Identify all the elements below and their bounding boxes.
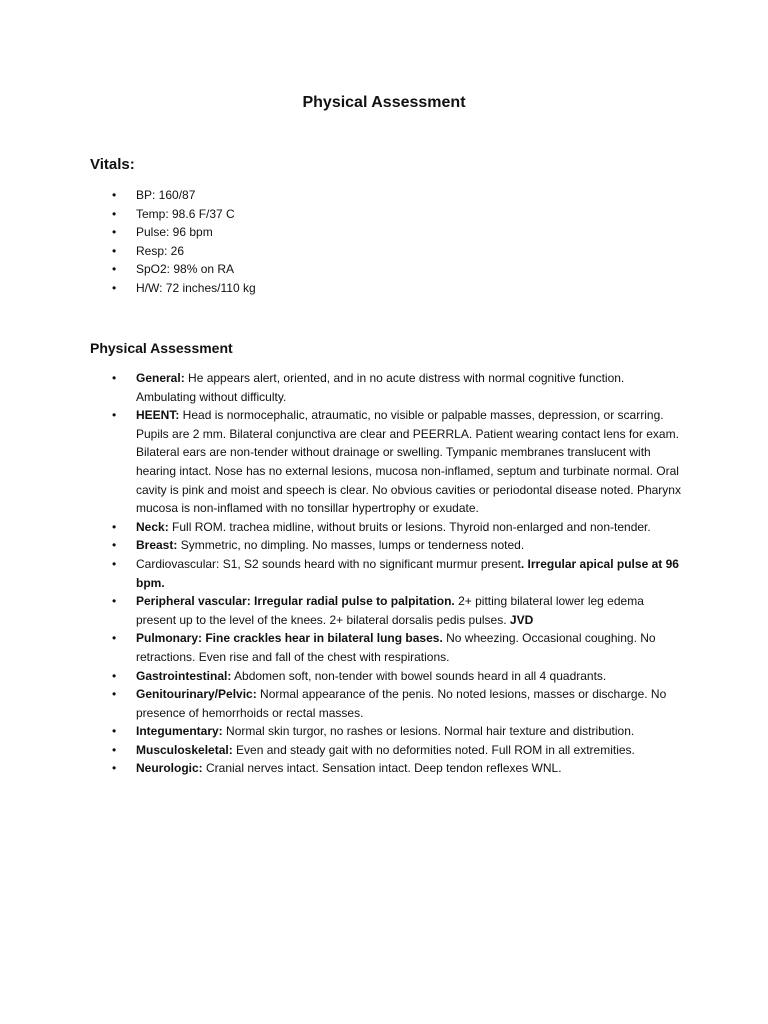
assessment-item-gastrointestinal: • Gastrointestinal: Abdomen soft, non-tender with bowel sounds heard in all 4 quadrants.	[112, 667, 682, 686]
vitals-item: • H/W: 72 inches/110 kg	[112, 279, 256, 298]
bullet-icon: •	[112, 519, 117, 534]
vitals-list	[112, 186, 256, 298]
bullet-icon: •	[112, 188, 117, 202]
bullet-icon: •	[112, 556, 117, 571]
assessment-item-cardiovascular: • Cardiovascular: S1, S2 sounds heard with no significant murmur present. Irregular apical pulse at 96 bpm.	[112, 556, 679, 590]
assessment-item-genitourinary: • Genitourinary/Pelvic: Normal appearance of the penis. No noted lesions, masses or discharge. No presence of hemorrhoids or rectal masses.	[112, 687, 667, 720]
vitals-item: • Temp: 98.6 F/37 C	[112, 205, 256, 224]
assessment-item-neck: • Neck: Full ROM. trachea midline, without bruits or lesions. Thyroid non-enlarged and non-tender.	[112, 518, 682, 537]
assessment-item-heent: • HEENT: Head is normocephalic, atraumatic, no visible or palpable masses, depression, or scarring. Pupils are 2 mm. Bilateral conjunctiva are clear and PEERRLA. Patient wearing contact lens for exam. Bilateral ears are non-tender without drainage or swelling. Tympanic membranes translucent with hearing intact. Nose has no external lesions, mucosa non-inflamed, septum and turbinate normal. Oral cavity is pink and moist and speech is clear. No obvious cavities or periodontal disease noted. Pharynx mucosa is non-inflamed with no tonsillar hypertrophy or exudate.	[112, 408, 681, 516]
assessment-item-pulmonary: • Pulmonary: Fine crackles hear in bilateral lung bases. No wheezing. Occasional coughing. No retractions. Even rise and fall of the chest with respirations.	[112, 631, 656, 664]
vitals-heading: Vitals:	[90, 156, 135, 173]
bullet-icon: •	[112, 206, 117, 221]
assessment-heading: Physical Assessment	[90, 340, 233, 356]
bullet-icon: •	[112, 408, 117, 423]
bullet-icon: •	[112, 687, 117, 702]
page-title: Physical Assessment	[302, 94, 466, 111]
bullet-icon: •	[112, 631, 117, 646]
bullet-icon: •	[112, 262, 117, 277]
assessment-list	[112, 369, 682, 778]
assessment-item-peripheral-vascular: • Peripheral vascular: Irregular radial pulse to palpitation. 2+ pitting bilateral lower leg edema present up to the level of the knees. 2+ bilateral dorsalis pedis pulses. JVD	[112, 594, 644, 627]
bullet-icon: •	[112, 243, 117, 258]
bullet-icon: •	[112, 668, 117, 683]
assessment-item-integumentary: • Integumentary: Normal skin turgor, no rashes or lesions. Normal hair texture and distribution.	[112, 722, 682, 741]
bullet-icon: •	[112, 280, 117, 295]
vitals-item: • Resp: 26	[112, 242, 256, 261]
bullet-icon: •	[112, 371, 117, 385]
bullet-icon: •	[112, 761, 117, 776]
bullet-icon: •	[112, 724, 117, 739]
bullet-icon: •	[112, 594, 117, 609]
assessment-item-breast: • Breast: Symmetric, no dimpling. No masses, lumps or tenderness noted.	[112, 536, 682, 555]
assessment-item-musculoskeletal: • Musculoskeletal: Even and steady gait with no deformities noted. Full ROM in all extremities.	[112, 741, 682, 760]
vitals-item: • Pulse: 96 bpm	[112, 223, 256, 242]
bullet-icon: •	[112, 225, 117, 240]
vitals-item: • BP: 160/87	[112, 186, 256, 205]
assessment-item-general: • General: He appears alert, oriented, and in no acute distress with normal cognitive function. Ambulating without difficulty.	[112, 371, 625, 404]
assessment-item-neurologic: • Neurologic: Cranial nerves intact. Sensation intact. Deep tendon reflexes WNL.	[112, 759, 682, 778]
vitals-item: • SpO2: 98% on RA	[112, 260, 256, 279]
bullet-icon: •	[112, 538, 117, 553]
bullet-icon: •	[112, 742, 117, 757]
